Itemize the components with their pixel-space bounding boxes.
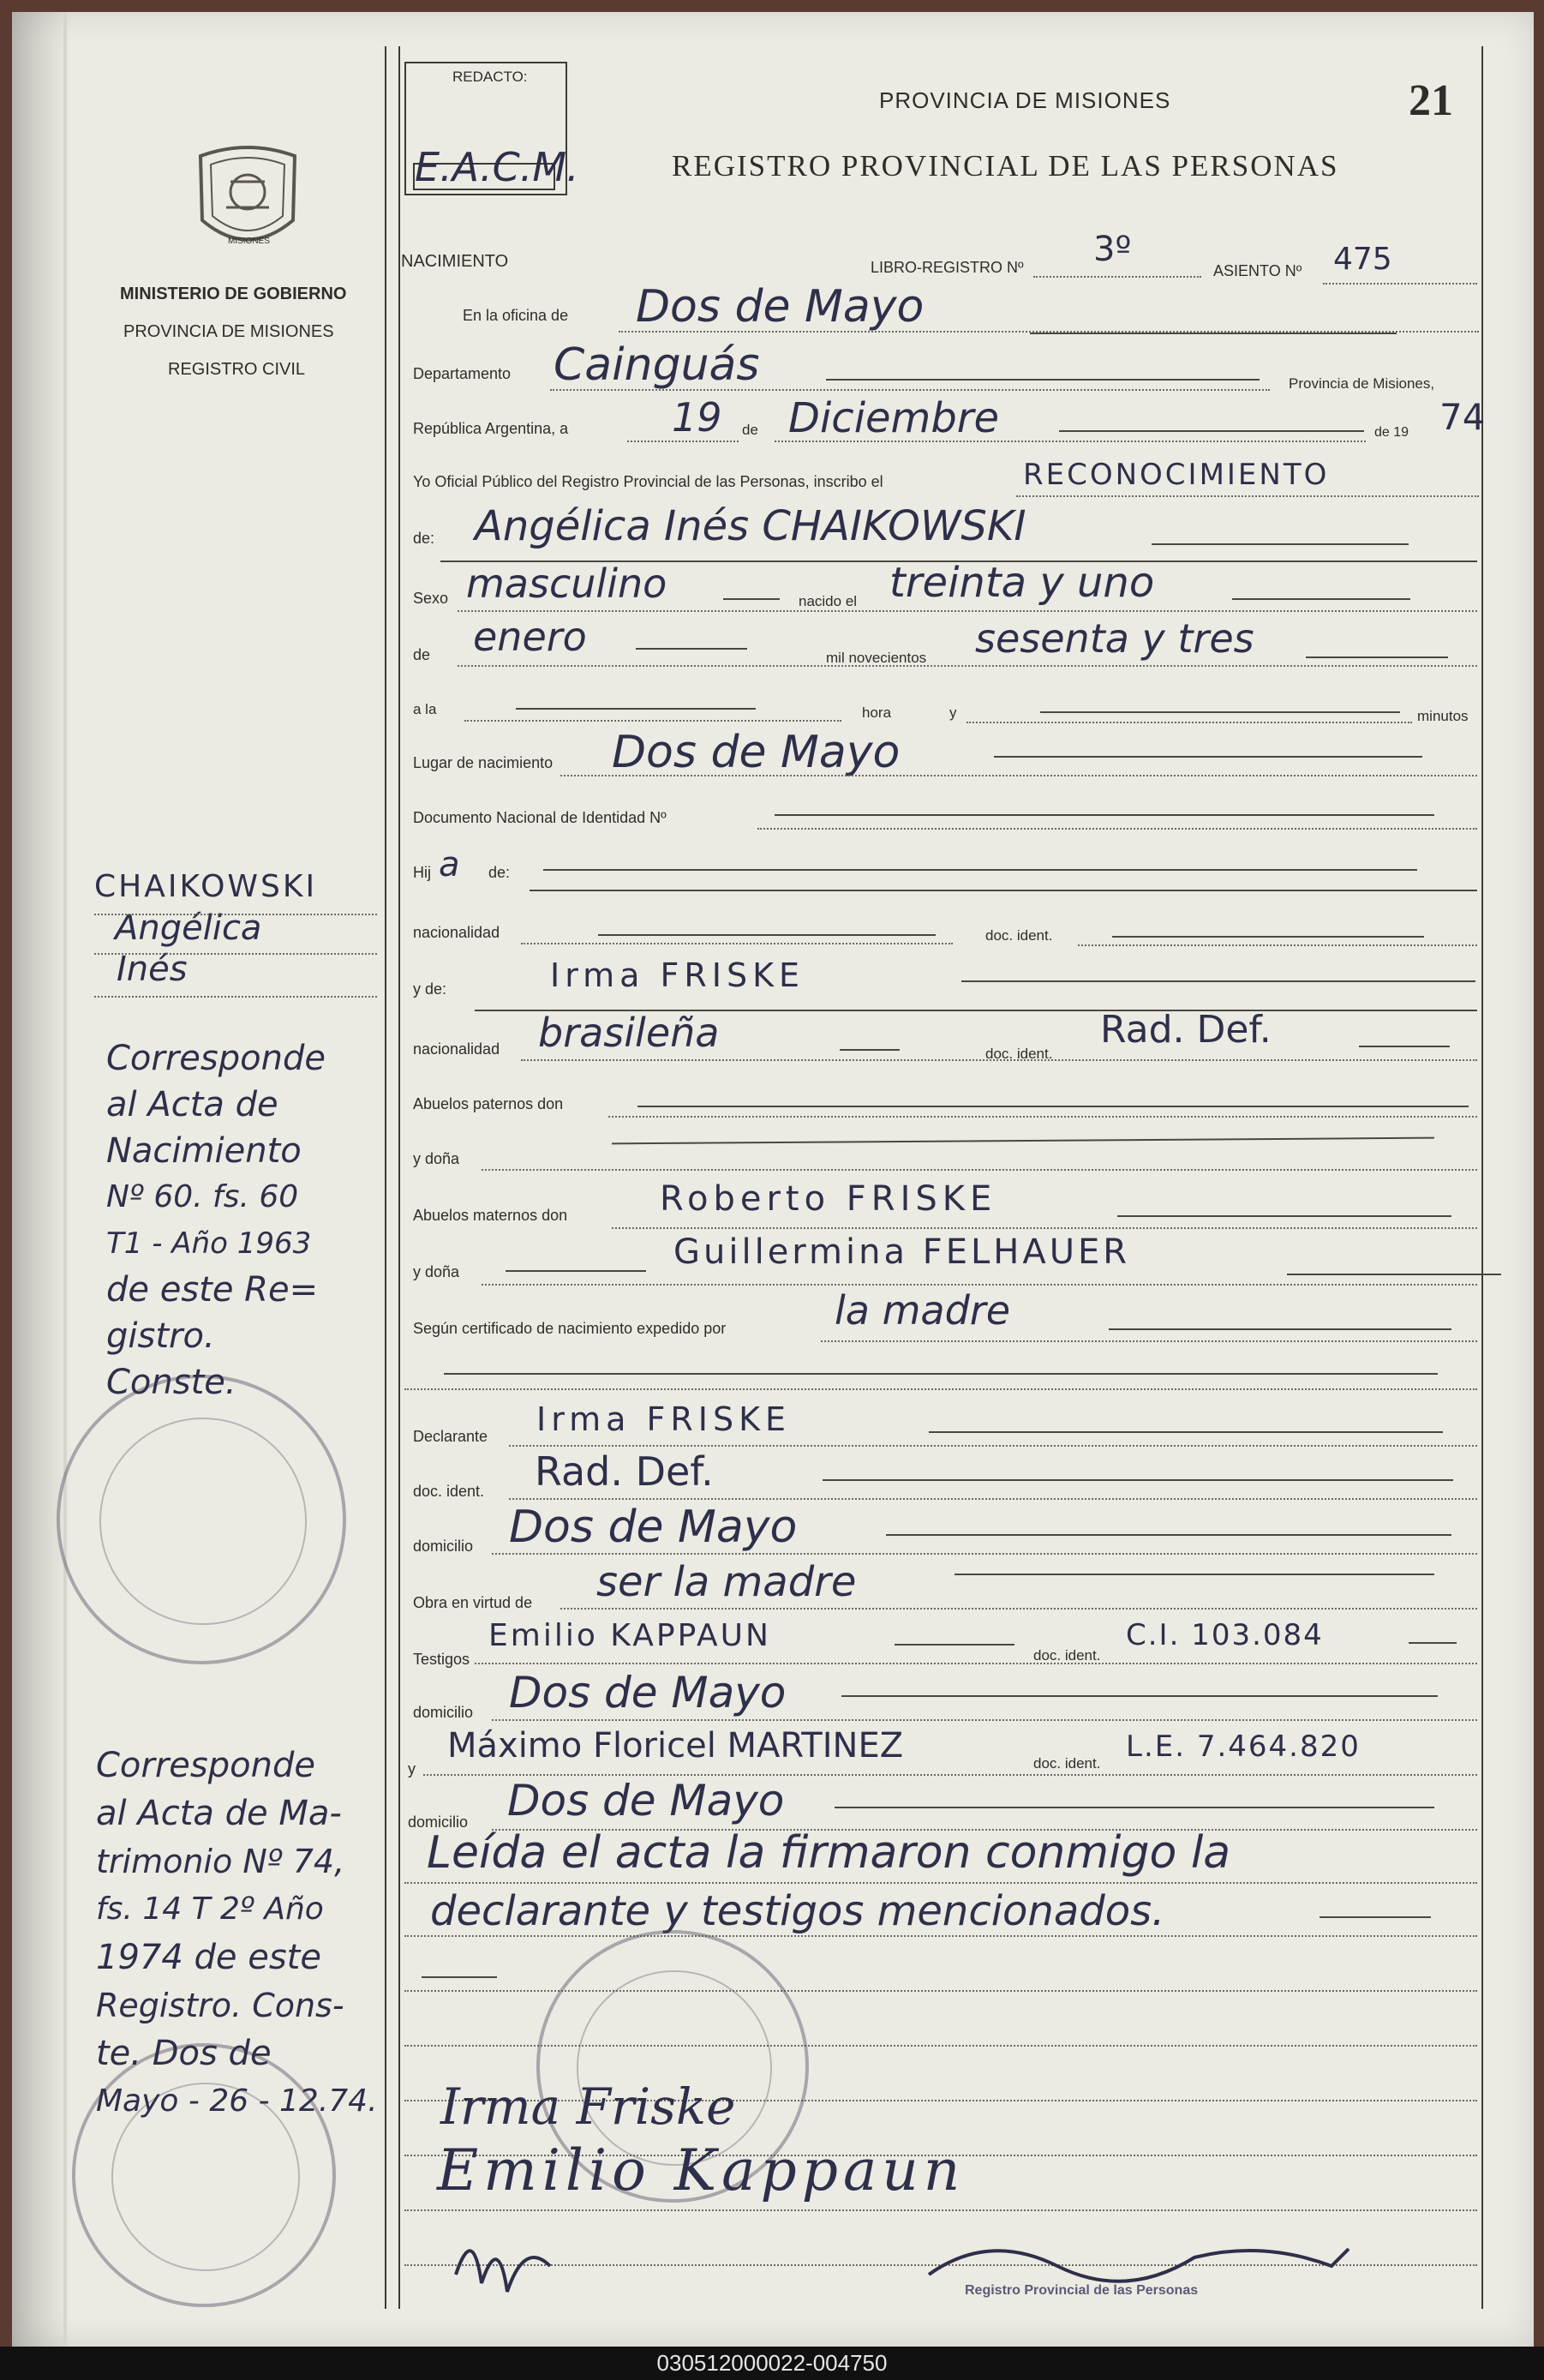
nacido-value: treinta y uno: [889, 559, 1155, 607]
note1-line: gistro.: [106, 1316, 215, 1356]
lugar-line: [994, 756, 1422, 758]
redacto-box: [404, 62, 579, 195]
domicilio2-value: Dos de Mayo: [509, 1668, 787, 1718]
signature-declarante: Irma Friske: [440, 2077, 736, 2136]
y-label: y: [949, 704, 957, 721]
abuelos-mat-dots: [612, 1227, 1477, 1229]
nacido-label: nacido el: [799, 593, 858, 609]
testigo1-value: Emilio KAPPAUN: [488, 1618, 771, 1653]
nacido-line: [1232, 598, 1410, 600]
certificado-dots-2: [404, 1388, 1477, 1390]
margin-note-marriage: [96, 1742, 378, 2125]
margin-surname: CHAIKOWSKI: [94, 869, 318, 904]
declarante-label: Declarante: [413, 1428, 488, 1445]
note2-line: fs. 14 T 2º Año: [96, 1891, 324, 1927]
margin-dots: [94, 996, 377, 998]
domicilio3-label: domicilio: [408, 1813, 469, 1831]
testigos-dots: [475, 1663, 1477, 1664]
certificado-label: Según certificado de nacimiento expedido por: [413, 1320, 727, 1337]
libro-label: LIBRO-REGISTRO Nº: [871, 259, 1024, 276]
madre-value: Irma FRISKE: [550, 956, 805, 994]
hij-underline: [530, 890, 1477, 891]
note2-line: trimonio Nº 74,: [96, 1843, 345, 1880]
month-dots: [775, 441, 1366, 442]
note1-line: Conste.: [106, 1363, 236, 1402]
mes-dots: [458, 665, 1477, 667]
lugar-label: Lugar de nacimiento: [413, 754, 554, 771]
mil-label: mil novecientos: [826, 650, 927, 666]
abuela-mat-value: Guillermina FELHAUER: [673, 1232, 1131, 1272]
ydona2-line: [506, 1270, 646, 1272]
ydona2-dots: [482, 1284, 1477, 1286]
abuela-mat-line: [1287, 1274, 1501, 1275]
y2-label: y: [408, 1760, 416, 1778]
oficina-label: En la oficina de: [463, 307, 569, 324]
doc-ident-dots: [1078, 944, 1477, 946]
obra-dots: [560, 1608, 1477, 1610]
redacto-initials: E.A.C.M.: [415, 144, 579, 190]
leida-line: [1320, 1916, 1431, 1918]
doc-ident3-label: doc. ident.: [413, 1483, 485, 1500]
doc-ident5-label: doc. ident.: [1033, 1755, 1101, 1772]
doc-ident3-line: [823, 1479, 1453, 1481]
departamento-line: [826, 379, 1260, 381]
year-value: 74: [1439, 396, 1486, 438]
testigo1-doc: C.I. 103.084: [1126, 1618, 1324, 1652]
nacionalidad-label: nacionalidad: [413, 924, 500, 941]
provincia-suffix: Provincia de Misiones,: [1289, 375, 1435, 392]
note2-line: te. Dos de: [96, 2034, 272, 2073]
leida-dots-2: [404, 1935, 1477, 1937]
nacimiento-label: NACIMIENTO: [401, 252, 509, 271]
nacionalidad2-value: brasileña: [538, 1010, 720, 1056]
testigo1-doc-line: [1409, 1642, 1457, 1644]
civil-registry-label: REGISTRO CIVIL: [168, 360, 306, 379]
name-value: Angélica Inés CHAIKOWSKI: [475, 502, 1026, 550]
domicilio3-line: [835, 1807, 1434, 1808]
domicilio-line: [886, 1534, 1451, 1536]
ministry-label: MINISTERIO DE GOBIERNO: [120, 285, 347, 303]
anio-value: sesenta y tres: [975, 615, 1254, 662]
registry-page: [12, 12, 1534, 2347]
hij-label: Hij: [413, 864, 431, 881]
sexo-label: Sexo: [413, 590, 449, 607]
sexo-dots: [458, 610, 1477, 612]
abuelos-pat-label: Abuelos paternos don: [413, 1095, 564, 1112]
leida-line2: declarante y testigos mencionados.: [430, 1887, 1165, 1935]
domicilio2-dots: [492, 1719, 1477, 1721]
departamento-label: Departamento: [413, 365, 512, 382]
y-dots: [966, 722, 1412, 723]
asiento-value: 475: [1333, 242, 1392, 277]
month-line: [1059, 430, 1364, 432]
image-id-bar: 030512000022-004750: [0, 2347, 1544, 2380]
leida-line1: Leída el acta la firmaron conmigo la: [427, 1827, 1231, 1879]
nacionalidad2-label: nacionalidad: [413, 1040, 500, 1058]
note2-line: al Acta de Ma-: [96, 1794, 342, 1833]
hora-label: hora: [862, 704, 892, 721]
doc-ident2-line: [1359, 1046, 1450, 1047]
doc-ident3-value: Rad. Def.: [535, 1448, 714, 1495]
note2-line: Mayo - 26 - 12.74.: [96, 2083, 378, 2119]
asiento-line: [1323, 283, 1477, 285]
doc-ident-line: [1112, 936, 1424, 938]
testigos-label: Testigos: [413, 1651, 470, 1668]
abuelos-pat-dots: [608, 1116, 1477, 1118]
leida-dots-1: [404, 1882, 1477, 1884]
de-label: de: [742, 422, 758, 438]
abuelo-mat-value: Roberto FRISKE: [660, 1179, 997, 1219]
yde-label: y de:: [413, 980, 447, 998]
right-border: [1481, 46, 1483, 2309]
margin-dots: [94, 914, 377, 915]
lugar-dots: [560, 775, 1477, 776]
dni-label: Documento Nacional de Identidad Nº: [413, 809, 667, 826]
de3-label: de: [413, 646, 431, 663]
note2-line: 1974 de este: [96, 1938, 321, 1977]
ydona-line: [612, 1137, 1434, 1145]
anio-line: [1306, 656, 1448, 658]
note1-line: T1 - Año 1963: [106, 1226, 312, 1261]
certificado-dots: [821, 1340, 1477, 1342]
ydona-dots: [482, 1169, 1477, 1171]
certificado-line: [1109, 1328, 1451, 1330]
sexo-value: masculino: [466, 561, 667, 607]
day-line: [627, 441, 739, 442]
oficina-dots: [619, 331, 1479, 333]
de2-label: de:: [413, 530, 435, 547]
oficina-line: [1030, 333, 1397, 334]
mes-value: enero: [473, 614, 587, 660]
declarante-dots: [509, 1445, 1477, 1447]
domicilio2-label: domicilio: [413, 1704, 474, 1721]
day-value: 19: [672, 394, 722, 441]
province-header: PROVINCIA DE MISIONES: [879, 87, 1171, 113]
dni-line: [775, 814, 1434, 816]
nacionalidad2-dots: [521, 1059, 1477, 1061]
margin-divider: [385, 46, 386, 2309]
nacionalidad-line: [598, 934, 936, 936]
note1-line: al Acta de: [106, 1085, 278, 1124]
testigo2-doc: L.E. 7.464.820: [1126, 1730, 1361, 1764]
note2-line: Corresponde: [96, 1746, 315, 1785]
declarante-line: [929, 1431, 1443, 1433]
doc-ident2-label: doc. ident.: [985, 1046, 1053, 1062]
dni-dots: [757, 828, 1477, 830]
redacto-label: REDACTO:: [452, 69, 528, 85]
declarante-value: Irma FRISKE: [536, 1400, 792, 1438]
departamento-dots: [550, 389, 1270, 391]
domicilio-dots: [492, 1553, 1477, 1555]
oficial-label: Yo Oficial Público del Registro Provincial de las Personas, inscribo el: [413, 473, 883, 490]
leida-short-line: [422, 1976, 497, 1978]
margin-stamp-icon: [57, 1375, 346, 1664]
abuelos-mat-label: Abuelos maternos don: [413, 1207, 568, 1224]
note1-line: de este Re=: [106, 1270, 319, 1310]
ydona2-label: y doña: [413, 1263, 460, 1280]
note1-line: Nacimiento: [106, 1131, 302, 1171]
page-number: 21: [1409, 76, 1453, 125]
nacionalidad-dots: [521, 943, 953, 944]
certificado-line-2: [444, 1373, 1438, 1375]
asiento-label: ASIENTO Nº: [1213, 262, 1302, 279]
a-la-dots: [464, 720, 841, 722]
name-line: [1152, 543, 1409, 545]
libro-value: 3º: [1093, 230, 1132, 269]
hij-value: a: [439, 845, 460, 884]
abuelos-pat-line: [637, 1106, 1469, 1107]
domicilio-label: domicilio: [413, 1538, 474, 1555]
lugar-value: Dos de Mayo: [612, 727, 901, 778]
signature-testigo2-icon: [447, 2215, 576, 2309]
doc-ident-label: doc. ident.: [985, 927, 1053, 944]
margin-divider-2: [398, 46, 400, 2309]
domicilio-value: Dos de Mayo: [509, 1502, 798, 1553]
nacionalidad2-line: [840, 1049, 900, 1051]
departamento-value: Cainguás: [554, 339, 760, 391]
de4-label: de:: [488, 864, 511, 881]
obra-label: Obra en virtud de: [413, 1594, 533, 1611]
blank-dots-5: [404, 2209, 1477, 2211]
official-stamp-text: Registro Provincial de las Personas: [965, 2283, 1199, 2298]
testigo1-line: [895, 1644, 1014, 1646]
left-province-label: PROVINCIA DE MISIONES: [123, 322, 334, 341]
doc-ident3-dots: [509, 1498, 1477, 1500]
madre-line: [961, 980, 1475, 982]
note2-line: Registro. Cons-: [96, 1987, 344, 2024]
certificado-value: la madre: [835, 1287, 1011, 1334]
domicilio3-value: Dos de Mayo: [507, 1776, 785, 1825]
a-la-line: [516, 708, 756, 710]
binding-line: [63, 12, 67, 2347]
obra-value: ser la madre: [596, 1558, 857, 1606]
obra-line: [955, 1574, 1434, 1575]
y-line: [1040, 711, 1400, 713]
acto-line: [1016, 495, 1479, 497]
testigo2-value: Máximo Floricel MARTINEZ: [447, 1726, 904, 1766]
republica-label: República Argentina, a: [413, 420, 569, 437]
year-prefix: de 19: [1374, 425, 1409, 440]
seal-text: MISIONES: [228, 237, 270, 246]
libro-line: [1033, 276, 1201, 278]
margin-firstname: Angélica: [115, 908, 262, 948]
mes-line: [636, 648, 747, 650]
margin-note-birth: [106, 1035, 326, 1406]
sexo-line: [723, 598, 780, 600]
acto-value: RECONOCIMIENTO: [1023, 458, 1330, 492]
signature-testigo: Emilio Kappaun: [437, 2137, 966, 2203]
domicilio2-line: [841, 1695, 1438, 1697]
hij-line: [543, 869, 1417, 871]
abuelo-mat-line: [1117, 1215, 1451, 1217]
oficina-value: Dos de Mayo: [636, 281, 925, 333]
registry-title: REGISTRO PROVINCIAL DE LAS PERSONAS: [672, 149, 1339, 183]
margin-middlename: Inés: [117, 950, 188, 989]
note1-line: Nº 60. fs. 60: [106, 1179, 299, 1214]
minutos-label: minutos: [1417, 708, 1469, 724]
doc-ident2-value: Rad. Def.: [1100, 1008, 1272, 1052]
month-value: Diciembre: [788, 394, 1000, 442]
doc-ident4-label: doc. ident.: [1033, 1647, 1101, 1664]
margin-dots: [94, 953, 377, 955]
note1-line: Corresponde: [106, 1039, 326, 1078]
a-la-label: a la: [413, 701, 437, 717]
ydona-label: y doña: [413, 1150, 460, 1167]
